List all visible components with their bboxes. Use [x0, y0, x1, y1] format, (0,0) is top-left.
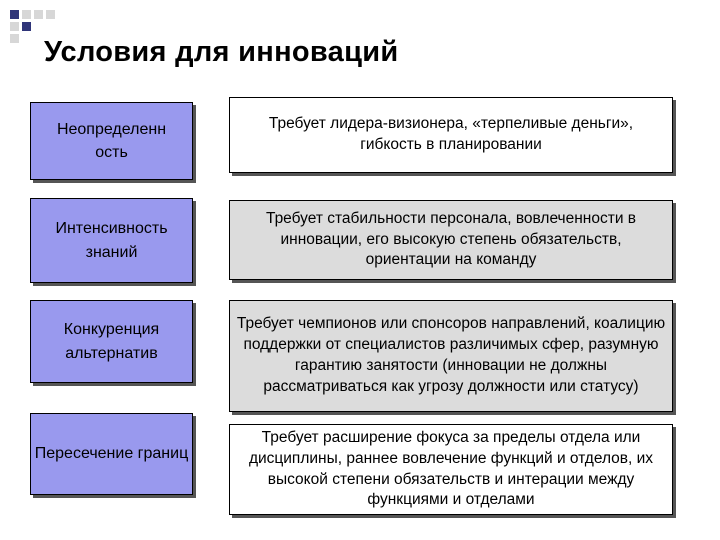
condition-label: Конкуренция альтернатив [63, 321, 160, 362]
requirement-box-uncertainty [229, 97, 673, 173]
requirement-text: Требует лидера-визионера, «терпеливые деньги», гибкость в планировании [268, 115, 634, 153]
deco-square [22, 22, 31, 31]
deco-square [10, 10, 19, 19]
condition-box-uncertainty [30, 102, 193, 180]
deco-square [22, 10, 31, 19]
condition-label: Неопределенн ость [56, 120, 167, 161]
requirement-text: Требует чемпионов или спонсоров направлений, коалицию поддержки от специалистов различимых сфер, разумную гарантию занятости (инновации не должны рассматриваться как угрозу должности или статусу) [236, 315, 666, 395]
requirement-text: Требует расширение фокуса за пределы отдела или дисциплины, раннее вовлечение функций и отделов, их высокой степени обязательств и интерации между функциями и отделами [248, 428, 654, 509]
slide-title: Условия для инноваций [44, 36, 399, 68]
deco-square [34, 10, 43, 19]
condition-box-boundary-crossing [30, 413, 193, 495]
condition-label: Интенсивность знаний [55, 220, 168, 261]
requirement-box-competing-alternatives [229, 300, 673, 412]
condition-box-competing-alternatives [30, 300, 193, 383]
condition-box-knowledge-intensity [30, 198, 193, 283]
condition-label: Пересечение границ [34, 445, 189, 463]
deco-square [10, 22, 19, 31]
requirement-text: Требует стабильности персонала, вовлеченности в инновации, его высокую степень обязательств, ориентации на команду [265, 209, 637, 269]
requirement-box-boundary-crossing [229, 424, 673, 515]
requirement-box-knowledge-intensity [229, 200, 673, 280]
deco-square [46, 10, 55, 19]
deco-square [10, 34, 19, 43]
